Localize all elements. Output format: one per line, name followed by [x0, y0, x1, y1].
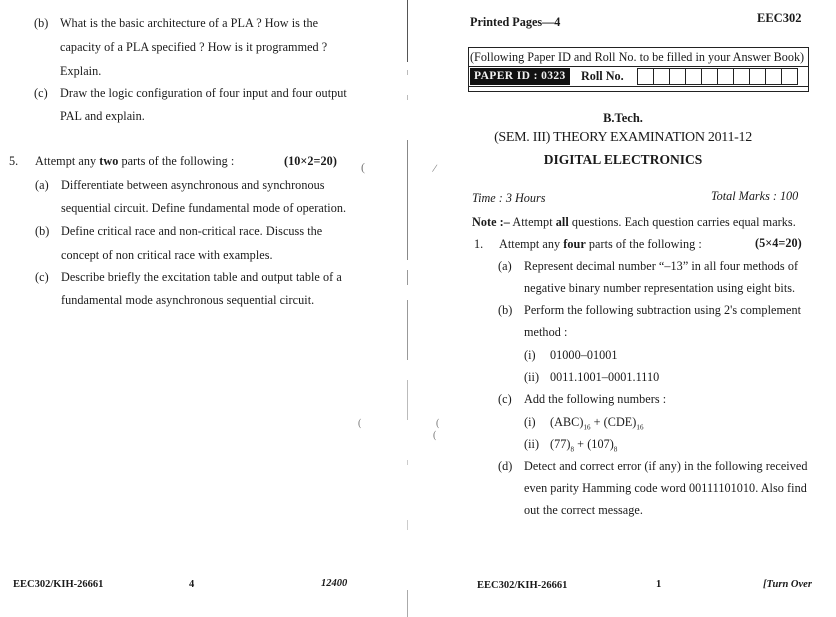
question-line: negative binary number representation using eight bits.: [524, 281, 796, 295]
roll-number-box: [637, 68, 654, 85]
part-label: (b): [34, 16, 49, 30]
footer-code: EEC302/KIH-26661: [13, 579, 104, 590]
question-line: Perform the following subtraction using 2's complement: [524, 303, 802, 317]
exam-page-4: [0, 0, 410, 617]
question-line: fundamental mode asynchronous sequential circuit.: [61, 293, 315, 307]
part-label: (d): [498, 459, 513, 473]
printed-pages: Printed Pages—4: [470, 15, 561, 29]
roll-number-box: [765, 68, 782, 85]
exam-title: (SEM. III) THEORY EXAMINATION 2011-12: [494, 130, 752, 145]
question-marks: (10×2=20): [284, 154, 337, 168]
roll-number-box: [749, 68, 766, 85]
subpart-expression: $(77)_8 + (107)_8$: [550, 437, 618, 454]
roll-number-boxes: [638, 68, 798, 85]
turn-over-note: [Turn Over: [763, 579, 812, 590]
box-separator: [469, 66, 808, 67]
question-line: Explain.: [60, 64, 102, 78]
question-number: 5.: [9, 154, 19, 168]
subpart-label: (ii): [524, 370, 540, 384]
answer-book-note: (Following Paper ID and Roll No. to be filled in your Answer Book): [470, 50, 805, 64]
roll-number-box: [733, 68, 750, 85]
part-label: (c): [34, 86, 48, 100]
roll-number-box: [669, 68, 686, 85]
part-label: (b): [35, 224, 50, 238]
part-label: (a): [35, 178, 49, 192]
paper-id-box: [468, 47, 809, 92]
question-line: Differentiate between asynchronous and synchronous: [61, 178, 325, 192]
subpart-label: (i): [524, 415, 536, 429]
paper-id-badge: PAPER ID : 0323: [470, 68, 570, 85]
subpart-text: 01000–01001: [550, 348, 618, 362]
subpart-expression: $(ABC)_{16} + (CDE)_{16}$: [550, 415, 644, 432]
exam-note: Note :– Attempt all questions. Each question carries equal marks.: [472, 215, 796, 229]
question-line: method :: [524, 325, 568, 339]
footer-page-number: 1: [656, 579, 662, 590]
roll-number-box: [653, 68, 670, 85]
subpart-label: (i): [524, 348, 536, 362]
scan-mark: /: [431, 160, 439, 176]
roll-number-box: [701, 68, 718, 85]
question-line: Describe briefly the excitation table and output table of a: [61, 270, 342, 284]
question-line: out the correct message.: [524, 503, 643, 517]
part-label: (c): [498, 392, 512, 406]
question-line: Add the following numbers :: [524, 392, 667, 406]
question-marks: (5×4=20): [755, 236, 802, 250]
part-label: (a): [498, 259, 512, 273]
subpart-text: 0011.1001–0001.1110: [550, 370, 660, 384]
question-line: Draw the logic configuration of four input and four output: [60, 86, 347, 100]
subject-code: EEC302: [757, 11, 802, 25]
scan-mark: (: [358, 418, 362, 429]
question-line: even parity Hamming code word 00111101010. Also find: [524, 481, 807, 495]
part-label: (b): [498, 303, 513, 317]
subpart-label: (ii): [524, 437, 540, 451]
question-line: concept of non critical race with examples.: [61, 248, 273, 262]
part-label: (c): [35, 270, 49, 284]
question-line: capacity of a PLA specified ? How is it programmed ?: [60, 40, 328, 54]
question-line: PAL and explain.: [60, 109, 145, 123]
scan-mark: (: [436, 418, 440, 429]
scan-mark: (: [361, 160, 365, 174]
subject-title: DIGITAL ELECTRONICS: [543, 152, 703, 167]
roll-number-box: [685, 68, 702, 85]
total-marks: Total Marks : 100: [711, 189, 799, 203]
question-instruction: Attempt any two parts of the following :: [35, 154, 235, 168]
page-divider: [407, 0, 408, 617]
question-line: Detect and correct error (if any) in the following received: [524, 459, 808, 473]
question-line: What is the basic architecture of a PLA ? How is the: [60, 16, 319, 30]
degree-title: B.Tech.: [603, 111, 643, 125]
question-number: 1.: [474, 237, 484, 251]
exam-page-1: [410, 0, 836, 617]
question-instruction: Attempt any four parts of the following :: [499, 237, 702, 251]
question-line: sequential circuit. Define fundamental mode of operation.: [61, 201, 347, 215]
roll-number-box: [781, 68, 798, 85]
question-line: Define critical race and non-critical race. Discuss the: [61, 224, 323, 238]
question-line: Represent decimal number “–13” in all four methods of: [524, 259, 799, 273]
exam-time: Time : 3 Hours: [472, 191, 546, 205]
footer-count: 12400: [321, 578, 348, 589]
scan-mark: (: [433, 430, 437, 441]
box-bottom-line: [469, 86, 808, 87]
footer-page-number: 4: [189, 579, 195, 590]
roll-number-box: [717, 68, 734, 85]
footer-code: EEC302/KIH-26661: [477, 580, 568, 591]
roll-number-label: Roll No.: [581, 69, 624, 83]
